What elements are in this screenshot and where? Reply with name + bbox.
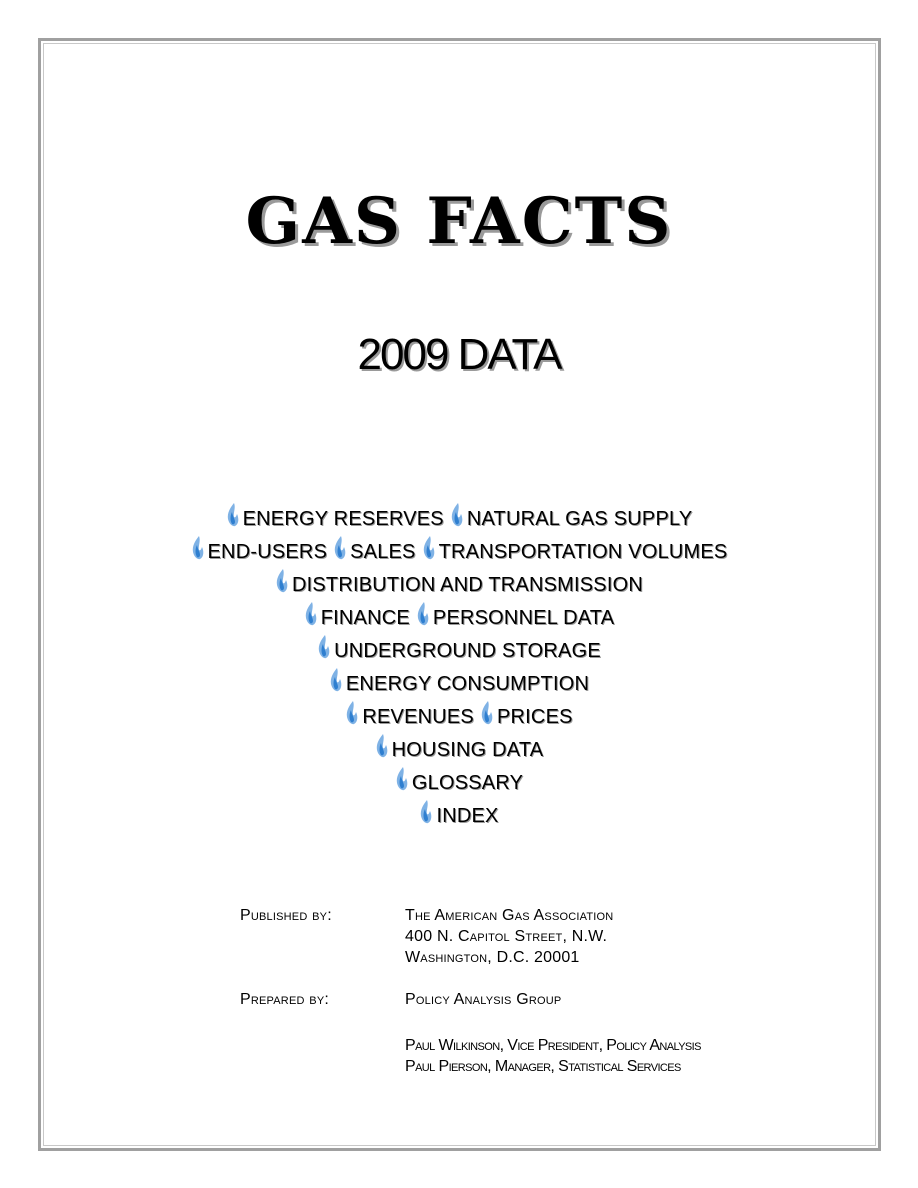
topic-label: DISTRIBUTION AND TRANSMISSION [291, 574, 644, 596]
preparer-names [405, 1035, 701, 1077]
topic-item [450, 504, 693, 530]
topic-list [0, 497, 918, 827]
topic-item [416, 603, 614, 629]
topic-item [191, 537, 328, 563]
topic-label: HOUSING DATA [391, 739, 544, 761]
preparer-name-1: Paul Wilkinson, Vice President, Policy Analysis [405, 1037, 701, 1054]
topic-item [226, 504, 444, 530]
topic-item [395, 768, 523, 794]
publisher-street: 400 N. Capitol Street, N.W. [405, 928, 608, 945]
flame-icon [317, 634, 331, 660]
topic-label: SALES [350, 541, 416, 563]
topic-line [0, 563, 918, 596]
topic-label: REVENUES [362, 706, 474, 728]
topic-label: ENERGY CONSUMPTION [345, 673, 590, 695]
preparer-group [405, 989, 561, 1010]
topic-item [304, 603, 410, 629]
flame-icon [395, 766, 409, 792]
topic-item [317, 636, 601, 662]
document-title: GAS FACTS [245, 184, 673, 259]
topic-line [0, 761, 918, 794]
topic-line [0, 662, 918, 695]
topic-line [0, 497, 918, 530]
flame-icon [450, 502, 464, 528]
topic-label: UNDERGROUND STORAGE [334, 640, 601, 662]
topic-line [0, 695, 918, 728]
topic-label: GLOSSARY [411, 772, 524, 794]
flame-icon [416, 601, 430, 627]
flame-icon [304, 601, 318, 627]
flame-icon [226, 502, 240, 528]
topic-label: END-USERS [207, 541, 328, 563]
topic-item [419, 801, 498, 827]
topic-line [0, 728, 918, 761]
flame-icon [191, 535, 205, 561]
topic-item [345, 702, 474, 728]
topic-label: INDEX [436, 805, 499, 827]
topic-item [375, 735, 544, 761]
flame-icon [375, 733, 389, 759]
topic-line [0, 530, 918, 563]
flame-icon [329, 667, 343, 693]
topic-line [0, 629, 918, 662]
topic-item [275, 570, 643, 596]
publisher-address [405, 905, 613, 968]
topic-item [333, 537, 415, 563]
topic-line [0, 794, 918, 827]
topic-label: PERSONNEL DATA [432, 607, 615, 629]
flame-icon [480, 700, 494, 726]
flame-icon [422, 535, 436, 561]
topic-item [329, 669, 589, 695]
flame-icon [333, 535, 347, 561]
document-subtitle: 2009 DATA [357, 330, 561, 379]
topic-item [422, 537, 728, 563]
topic-label: PRICES [496, 706, 573, 728]
prepared-by-label: Prepared by: [240, 991, 329, 1008]
flame-icon [275, 568, 289, 594]
published-by-label: Published by: [240, 907, 332, 924]
flame-icon [345, 700, 359, 726]
publisher-city: Washington, D.C. 20001 [405, 949, 580, 966]
topic-line [0, 596, 918, 629]
topic-item [480, 702, 573, 728]
topic-label: TRANSPORTATION VOLUMES [438, 541, 728, 563]
topic-label: NATURAL GAS SUPPLY [466, 508, 693, 530]
flame-icon [419, 799, 433, 825]
preparer-group-name: Policy Analysis Group [405, 991, 562, 1008]
publisher-name: The American Gas Association [405, 907, 614, 924]
topic-label: ENERGY RESERVES [242, 508, 444, 530]
preparer-name-2: Paul Pierson, Manager, Statistical Services [405, 1058, 681, 1075]
topic-label: FINANCE [320, 607, 410, 629]
